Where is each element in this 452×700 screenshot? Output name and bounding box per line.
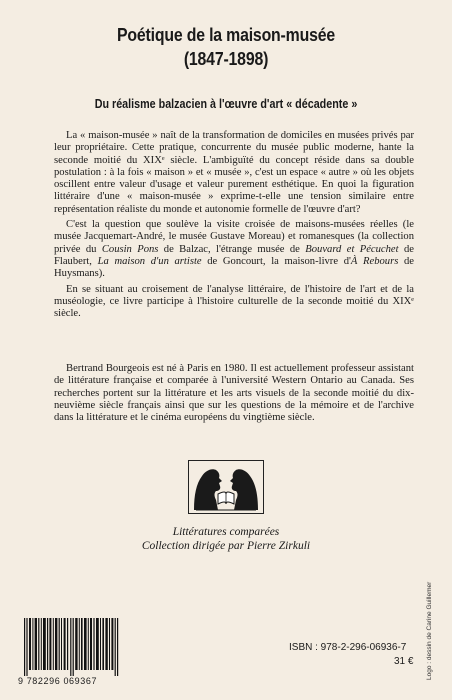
title-line-2: (1847-1898): [183, 49, 269, 69]
description-paragraph-3: En se situant au croisement de l'analyse littéraire, de l'histoire de l'art et de la muséologie, ce livre participe à l'histoire culturelle de la seconde moitié du XIXᵉ siècle.: [54, 283, 414, 320]
text-span: de Goncourt, la maison-livre d': [201, 255, 351, 267]
work-title: Cousin Pons: [101, 243, 159, 255]
text-span: de Balzac, l'étrange musée de: [158, 243, 306, 255]
collection-director: Collection dirigée par Pierre Zirkuli: [141, 540, 311, 552]
work-title: Bouvard et Pécuchet: [305, 243, 399, 255]
book-title: [27, 24, 425, 70]
book-subtitle: Du réalisme balzacien à l'œuvre d'art « décadente »: [94, 97, 358, 111]
work-title: La maison d'un artiste: [97, 255, 202, 267]
text-span: de Flaubert,: [54, 243, 414, 267]
author-bio: Bertrand Bourgeois est né à Paris en 1980. Il est actuellement professeur assistant de littérature française et comparée à l'université Western Ontario au Canada. Ses recherches portent sur la littérature et les arts visuels de la seconde moitié du dix-neuvième siècle français ainsi que sur les questions de la mémoire et de l'archive dans la littérature et le cinéma européens du vingtième siècle.: [54, 363, 414, 424]
text-span: de Huysmans).: [54, 255, 414, 280]
description-paragraph-1: La « maison-musée » naît de la transformation de domiciles en musées privés par leur propriétaire. Cette pratique, concurrente du musée public moderne, hante la seconde moitié du XIXᵉ siècle. L'ambiguïté du concept réside dans sa double postulation : à la fois « maison » et « musée », c'est un espace « autre » où les objets oscillent entre valeur d'usage et valeur purement esthétique. En quoi la figuration littéraire d'une « maison-musée » exprime-t-elle une tension similaire entre représentation réaliste du monde et autonomie formelle de l'œuvre d'art?: [54, 130, 414, 215]
collection-logo-icon: [188, 460, 264, 514]
barcode-block: [16, 618, 124, 688]
text-span: C'est la question que soulève la visite croisée de maisons-musées réelles (le musée Jacquemart-André, le musée Gustave Moreau) et romanesques (la collection privée du: [54, 219, 414, 255]
collection-info: [0, 525, 452, 553]
collection-name: Littératures comparées: [172, 526, 280, 538]
isbn: ISBN : 978-2-296-06936-7: [289, 642, 407, 653]
barcode-icon: [24, 618, 120, 676]
description: [54, 130, 414, 320]
title-line-1: Poétique de la maison-musée: [117, 25, 335, 45]
barcode-number: 9 782296 069367: [18, 676, 98, 686]
description-paragraph-2: [54, 219, 414, 280]
logo-credit: Logo : dessin de Carine Guillemer: [426, 581, 433, 680]
work-title: À Rebours: [350, 255, 399, 267]
price: 31 €: [394, 656, 414, 667]
